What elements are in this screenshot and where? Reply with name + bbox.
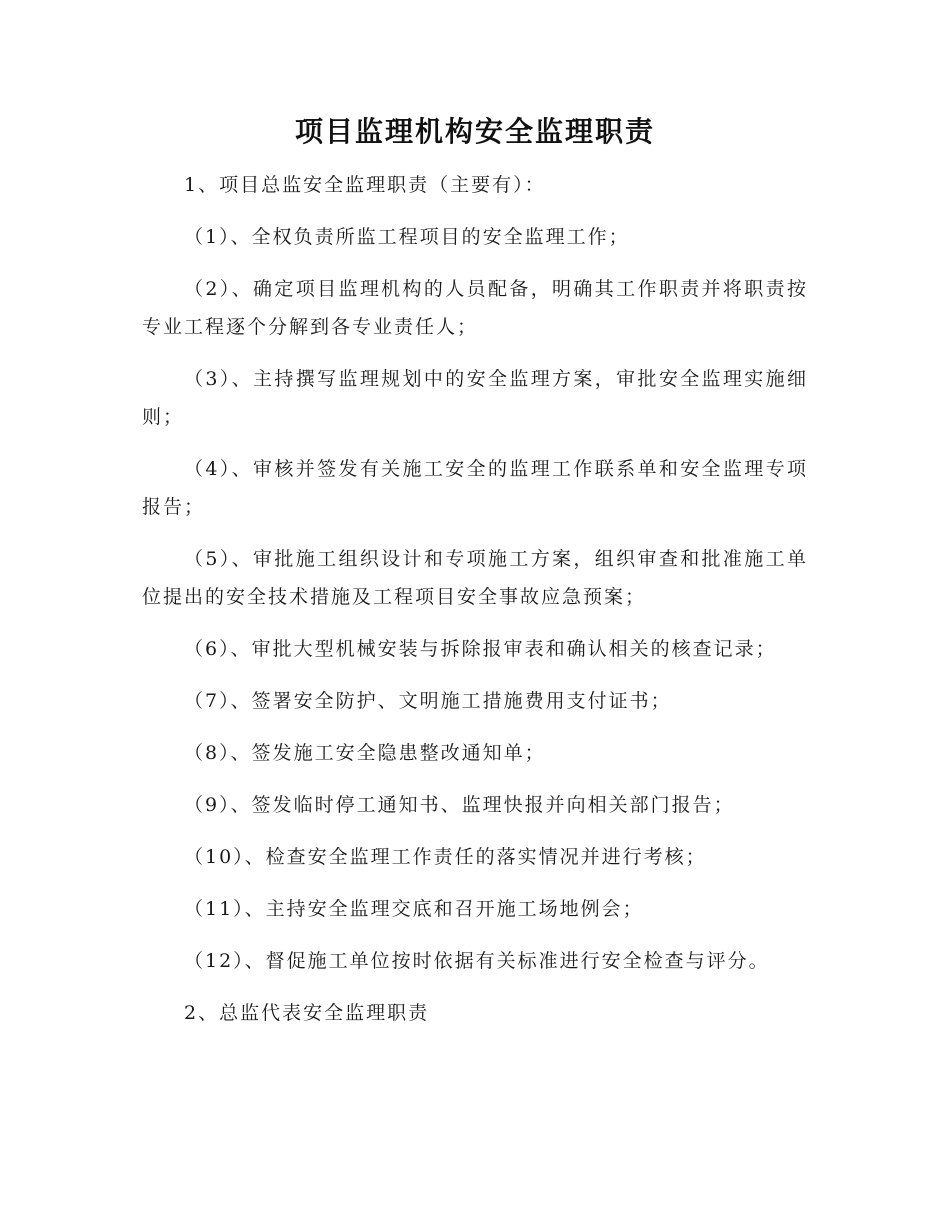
duty-item-10: （10）、检查安全监理工作责任的落实情况并进行考核； [184,846,707,868]
document-body [142,166,808,1032]
duty-item-12: （12）、督促施工单位按时依据有关标准进行安全检查与评分。 [184,950,770,972]
duty-item-5: （5）、审批施工组织设计和专项施工方案，组织审查和批准施工单位提出的安全技术措施及工程项目安全事故应急预案； [142,548,808,608]
duty-item-1: （1）、全权负责所监工程项目的安全监理工作； [184,226,630,248]
duty-item-7: （7）、签署安全防护、文明施工措施费用支付证书； [184,690,672,712]
duty-item-11: （11）、主持安全监理交底和召开施工场地例会； [184,898,644,920]
duty-item-9: （9）、签发临时停工通知书、监理快报并向相关部门报告； [184,794,735,816]
duty-item-3: （3）、主持撰写监理规划中的安全监理方案，审批安全监理实施细则； [142,368,808,428]
duty-item-8: （8）、签发施工安全隐患整改通知单； [184,742,546,764]
duty-item-4: （4）、审核并签发有关施工安全的监理工作联系单和安全监理专项报告； [142,458,808,518]
section-heading-1: 1、项目总监安全监理职责（主要有）： [184,174,546,196]
duty-item-2: （2）、确定项目监理机构的人员配备，明确其工作职责并将职责按专业工程逐个分解到各专业责任人； [142,278,808,338]
section-heading-2: 2、总监代表安全监理职责 [184,1002,430,1024]
page-title: 项目监理机构安全监理职责 [294,115,655,148]
duty-item-6: （6）、审批大型机械安装与拆除报审表和确认相关的核查记录； [184,638,777,660]
